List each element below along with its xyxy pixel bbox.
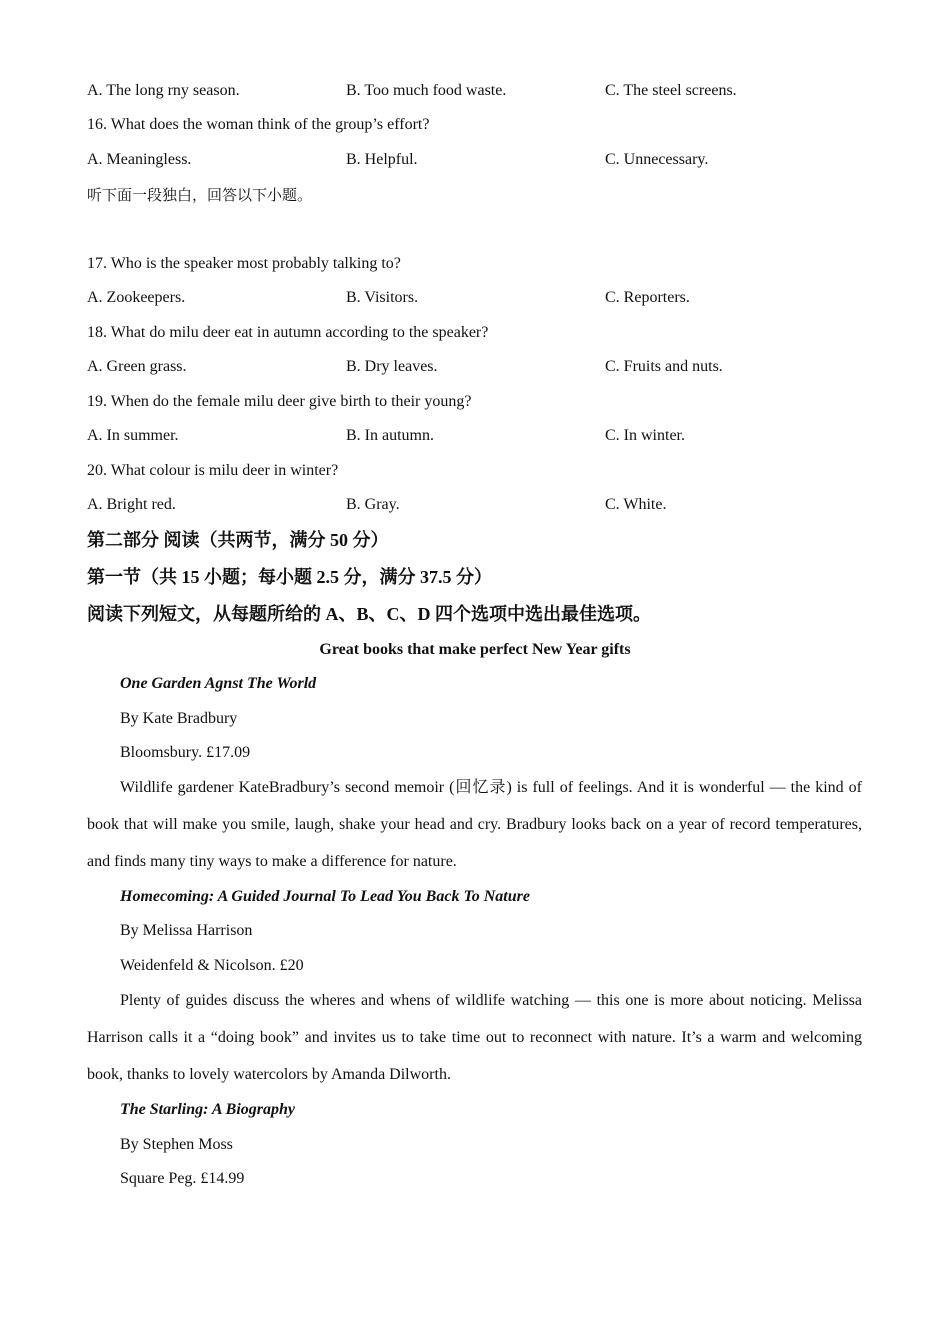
article-title: Great books that make perfect New Year gifts — [319, 641, 631, 658]
listening-instruction: 听下面一段独白，回答以下小题。 — [87, 186, 313, 204]
book3-publisher: Square Peg. £14.99 — [120, 1170, 245, 1187]
q15-options — [87, 80, 867, 102]
book2-author: By Melissa Harrison — [120, 922, 253, 939]
q16-options — [87, 149, 867, 171]
book1-description: Wildlife gardener KateBradbury’s second memoir (回忆录) is full of feelings. And it is wonderful — the kind of book that will make you smile, laugh, shake your head and cry. Bradbury looks back on a year of record temperatures, and finds many tiny ways to make a difference for nature. — [87, 779, 862, 870]
book1-publisher: Bloomsbury. £17.09 — [120, 744, 251, 761]
q16-option-c: C. Unnecessary. — [605, 151, 709, 168]
q17-option-a: A. Zookeepers. — [87, 289, 186, 306]
q17-options — [87, 287, 867, 309]
book1-author: By Kate Bradbury — [120, 710, 238, 727]
book2-title: Homecoming: A Guided Journal To Lead You Back To Nature — [120, 888, 530, 905]
q15-option-c: C. The steel screens. — [605, 82, 737, 99]
q20-option-a: A. Bright red. — [87, 496, 176, 513]
q17-option-b: B. Visitors. — [346, 289, 419, 306]
part2-title: 第二部分 阅读（共两节，满分 50 分） — [87, 530, 389, 550]
book3-title: The Starling: A Biography — [120, 1101, 295, 1118]
q15-option-a: A. The long rny season. — [87, 82, 240, 99]
q20-option-b: B. Gray. — [346, 496, 400, 513]
q17-question: 17. Who is the speaker most probably talking to? — [87, 255, 401, 272]
reading-directions: 阅读下列短文，从每题所给的 A、B、C、D 四个选项中选出最佳选项。 — [87, 604, 651, 624]
q16-option-b: B. Helpful. — [346, 151, 418, 168]
q17-option-c: C. Reporters. — [605, 289, 690, 306]
q18-question: 18. What do milu deer eat in autumn according to the speaker? — [87, 324, 489, 341]
book3-author: By Stephen Moss — [120, 1136, 233, 1153]
q18-options — [87, 356, 867, 378]
q20-option-c: C. White. — [605, 496, 667, 513]
q18-option-a: A. Green grass. — [87, 358, 187, 375]
q18-option-c: C. Fruits and nuts. — [605, 358, 723, 375]
q20-question: 20. What colour is milu deer in winter? — [87, 462, 339, 479]
q16-question: 16. What does the woman think of the group’s effort? — [87, 116, 430, 133]
q19-question: 19. When do the female milu deer give birth to their young? — [87, 393, 472, 410]
section1-heading: 第一节（共 15 小题；每小题 2.5 分，满分 37.5 分） — [87, 567, 492, 587]
q15-option-b: B. Too much food waste. — [346, 82, 507, 99]
q19-option-c: C. In winter. — [605, 427, 685, 444]
q19-option-a: A. In summer. — [87, 427, 179, 444]
book1-title: One Garden Agnst The World — [120, 675, 317, 692]
q19-option-b: B. In autumn. — [346, 427, 434, 444]
q16-option-a: A. Meaningless. — [87, 151, 192, 168]
book2-description: Plenty of guides discuss the wheres and whens of wildlife watching — this one is more about noticing. Melissa Harrison calls it a “doing book” and invites us to take time out to reconnect with nature. It’s a warm and welcoming book, thanks to lovely watercolors by Amanda Dilworth. — [87, 992, 862, 1083]
q19-options — [87, 425, 867, 447]
book2-publisher: Weidenfeld & Nicolson. £20 — [120, 957, 304, 974]
q18-option-b: B. Dry leaves. — [346, 358, 438, 375]
q20-options — [87, 494, 867, 516]
